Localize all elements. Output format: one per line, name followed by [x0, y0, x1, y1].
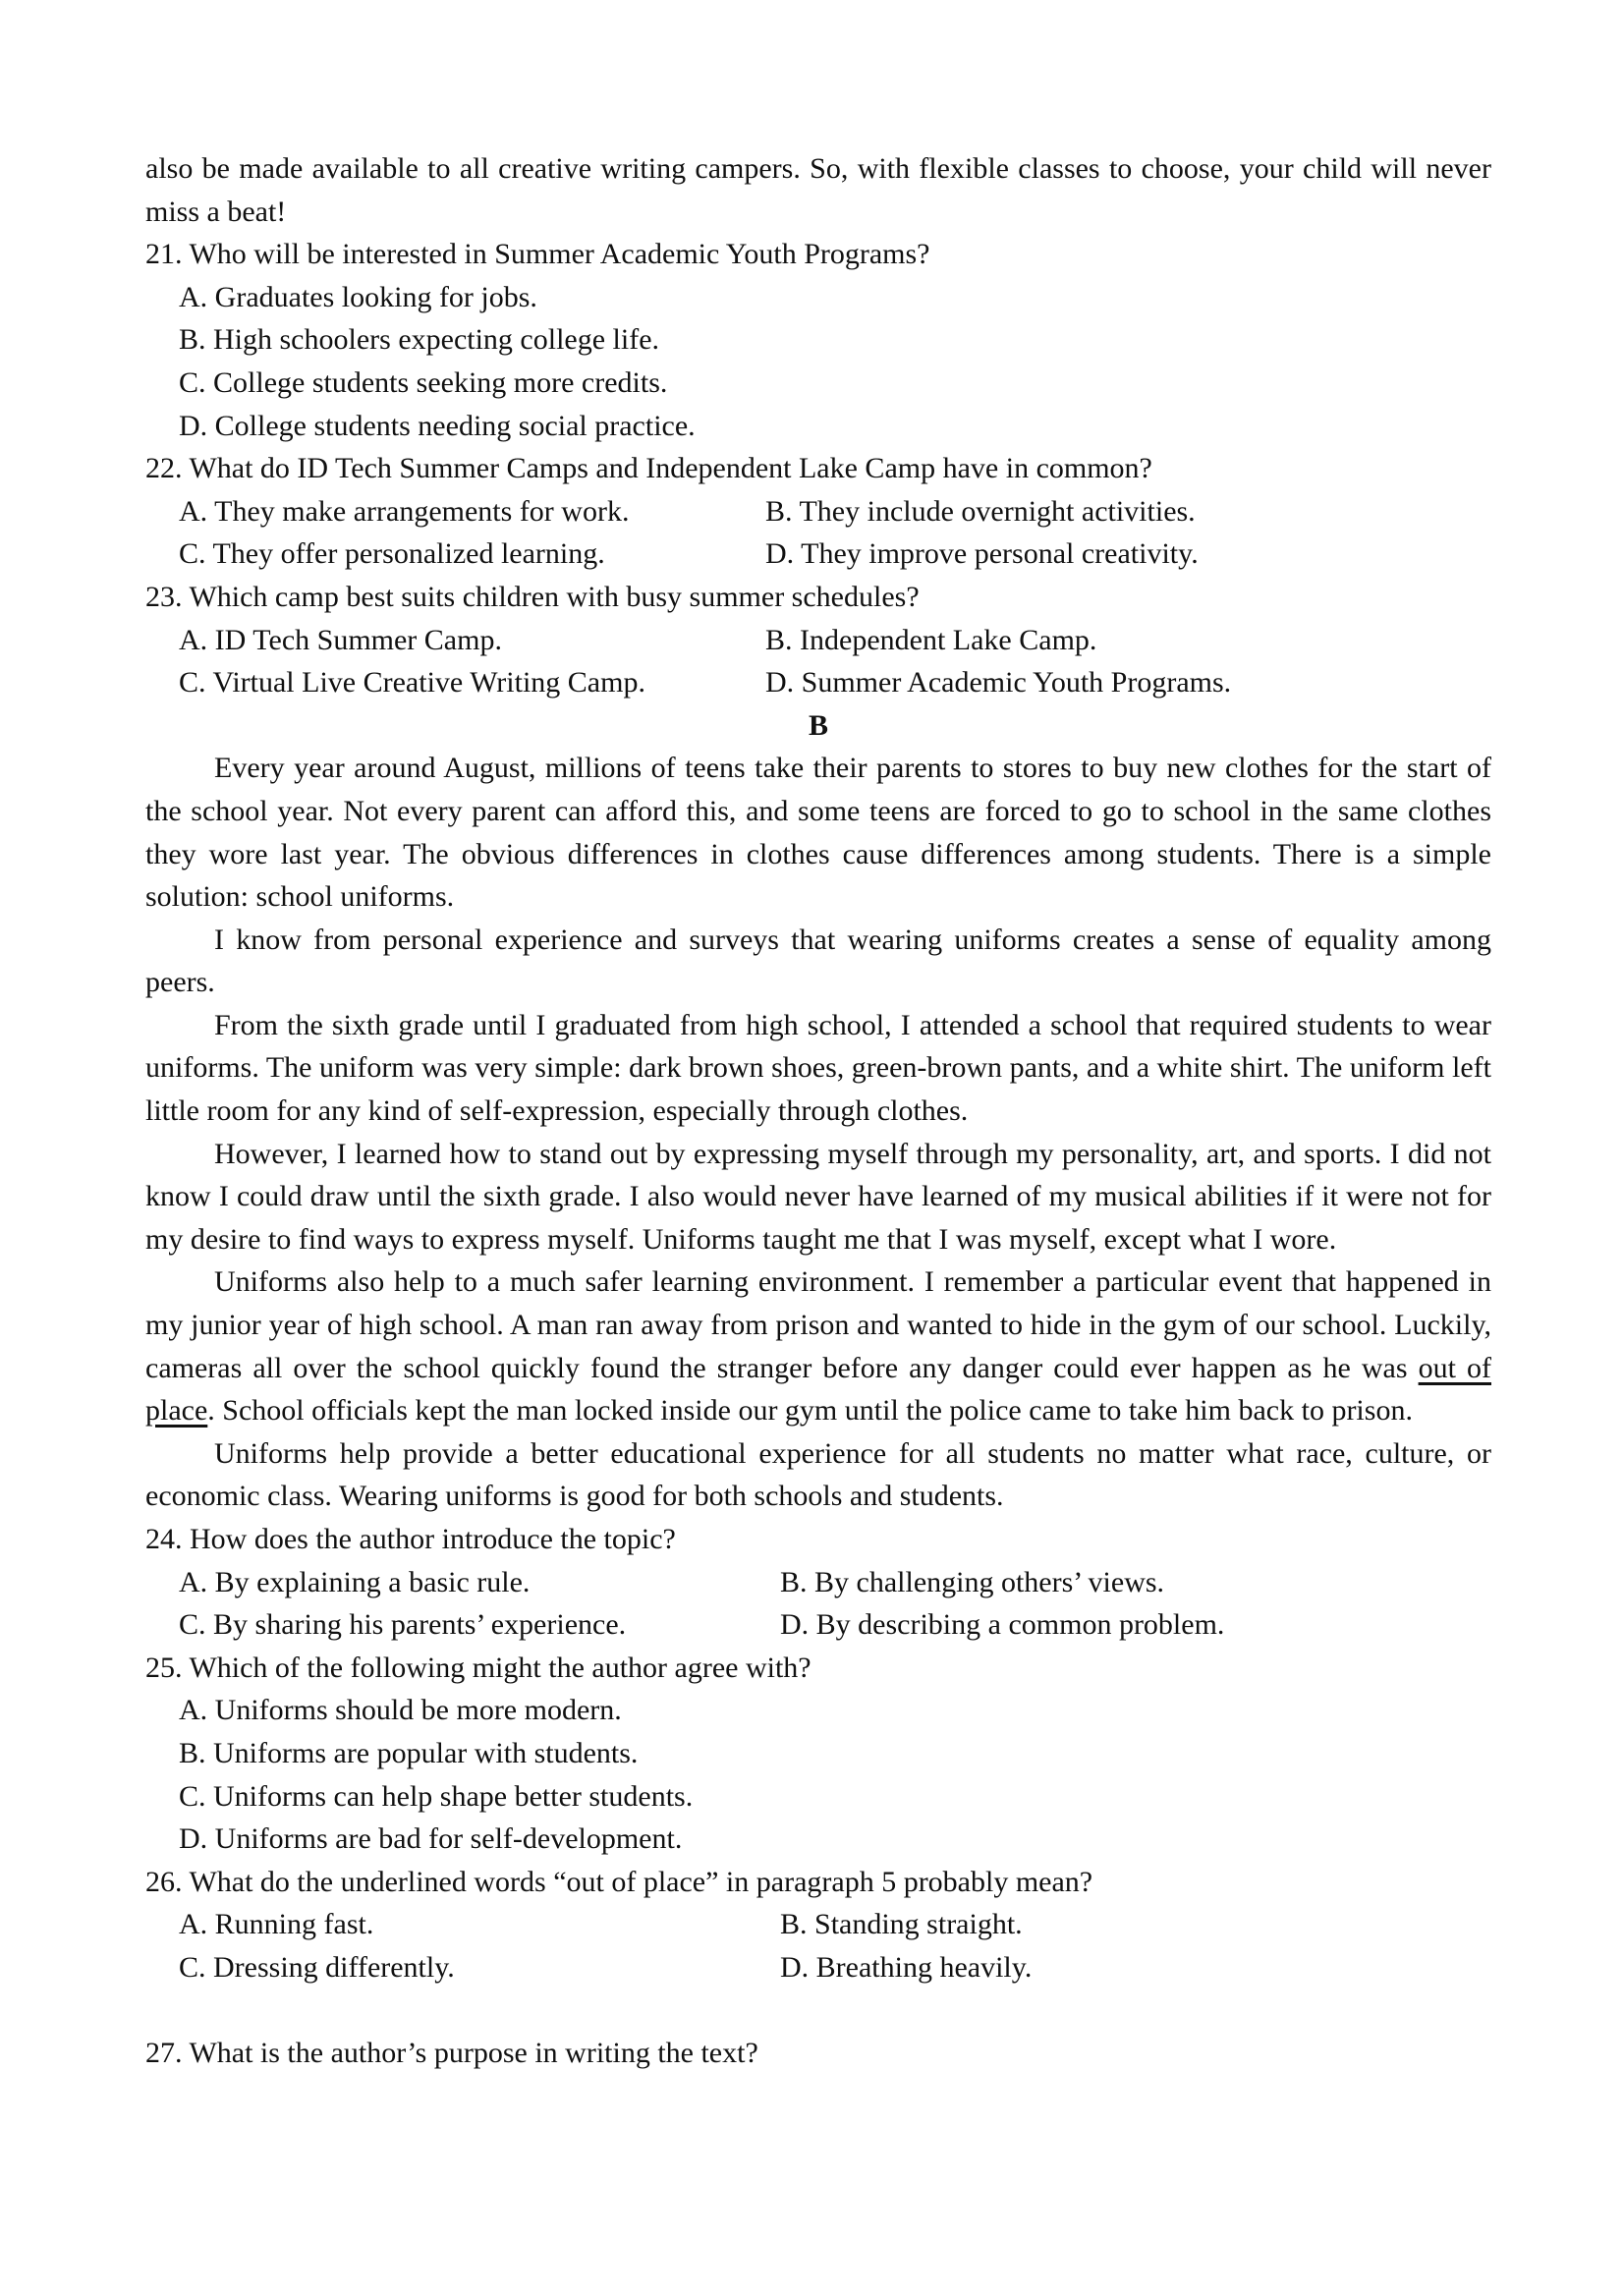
question-24-option-d: D. By describing a common problem. [780, 1608, 1225, 1642]
passage-b [145, 747, 1491, 1518]
question-25-option-c: C. Uniforms can help shape better students. [179, 1779, 694, 1813]
paragraph-5-text-before: Uniforms also help to a much safer learning environment. I remember a particular event that happened in my junior year of high school. A man ran away from prison and wanted to hide in the gym of our school. Luckily, cameras all over the school quickly found the stranger before any danger could ever happen as he was [145, 1265, 1491, 1384]
question-22-option-d: D. They improve personal creativity. [765, 537, 1199, 571]
question-25-stem: 25. Which of the following might the author agree with? [145, 1651, 812, 1684]
passage-paragraph-3: From the sixth grade until I graduated from high school, I attended a school that required students to wear uniforms. The uniform was very simple: dark brown shoes, green-brown pants, and a white shirt. The uniform left little room for any kind of self-expression, especially through clothes. [145, 1008, 1491, 1128]
question-22-option-a: A. They make arrangements for work. [179, 494, 630, 528]
question-27-stem: 27. What is the author’s purpose in writing the text? [145, 2037, 758, 2070]
passage-paragraph-6: Uniforms help provide a better educational experience for all students no matter what race, culture, or economic class. Wearing uniforms is good for both schools and students. [145, 1436, 1491, 1513]
blank-line [145, 1989, 1491, 2033]
question-23-option-b: B. Independent Lake Camp. [765, 623, 1097, 656]
question-24-option-b: B. By challenging others’ views. [780, 1565, 1165, 1598]
intro-tail: also be made available to all creative writing campers. So, with flexible classes to choose, your child will never miss a beat! [145, 152, 1491, 228]
paragraph-5-text-after: . School officials kept the man locked inside our gym until the police came to take him back to prison. [207, 1394, 1413, 1428]
question-26-option-c: C. Dressing differently. [179, 1950, 455, 1984]
question-21-option-c: C. College students seeking more credits. [179, 365, 668, 399]
passage-paragraph-1: Every year around August, millions of teens take their parents to stores to buy new clothes for the start of the school year. Not every parent can afford this, and some teens are forced to go to school in the same clothes they wore last year. The obvious differences in clothes cause differences among students. There is a simple solution: school uniforms. [145, 752, 1491, 914]
underlined-phrase: out of place [145, 1351, 1491, 1428]
question-26-option-b: B. Standing straight. [780, 1908, 1023, 1941]
question-23 [145, 576, 1491, 704]
question-23-stem: 23. Which camp best suits children with busy summer schedules? [145, 580, 920, 613]
question-21-stem: 21. Who will be interested in Summer Academic Youth Programs? [145, 238, 930, 271]
question-22 [145, 447, 1491, 576]
question-25 [145, 1647, 1491, 1861]
passage-paragraph-2: I know from personal experience and surveys that wearing uniforms creates a sense of equality among peers. [145, 923, 1491, 999]
question-26 [145, 1861, 1491, 1989]
question-26-option-a: A. Running fast. [179, 1908, 374, 1941]
question-24 [145, 1518, 1491, 1647]
question-22-option-b: B. They include overnight activities. [765, 494, 1196, 528]
question-24-option-c: C. By sharing his parents’ experience. [179, 1608, 627, 1642]
exam-page [145, 147, 1491, 2075]
question-21 [145, 233, 1491, 447]
question-26-option-d: D. Breathing heavily. [780, 1950, 1033, 1984]
question-23-option-c: C. Virtual Live Creative Writing Camp. [179, 666, 645, 700]
question-23-option-a: A. ID Tech Summer Camp. [179, 623, 502, 656]
section-heading-b: B [808, 708, 828, 742]
question-21-option-d: D. College students needing social practice. [179, 409, 696, 442]
question-23-option-d: D. Summer Academic Youth Programs. [765, 666, 1232, 700]
question-25-option-a: A. Uniforms should be more modern. [179, 1694, 622, 1727]
question-25-option-b: B. Uniforms are popular with students. [179, 1736, 639, 1769]
question-22-stem: 22. What do ID Tech Summer Camps and Independent Lake Camp have in common? [145, 452, 1152, 485]
passage-paragraph-5 [145, 1260, 1491, 1431]
passage-paragraph-4: However, I learned how to stand out by expressing myself through my personality, art, and sports. I did not know I could draw until the sixth grade. I also would never have learned of my musical abilities if it were not for my desire to find ways to express myself. Uniforms taught me that I was myself, except what I wore. [145, 1137, 1491, 1256]
question-27 [145, 2032, 1491, 2075]
question-26-stem: 26. What do the underlined words “out of place” in paragraph 5 probably mean? [145, 1865, 1093, 1898]
question-21-option-a: A. Graduates looking for jobs. [179, 280, 537, 313]
question-25-option-d: D. Uniforms are bad for self-development. [179, 1822, 683, 1856]
question-24-stem: 24. How does the author introduce the topic? [145, 1523, 676, 1555]
question-22-option-c: C. They offer personalized learning. [179, 537, 605, 571]
question-21-option-b: B. High schoolers expecting college life. [179, 323, 660, 357]
question-24-option-a: A. By explaining a basic rule. [179, 1565, 531, 1598]
